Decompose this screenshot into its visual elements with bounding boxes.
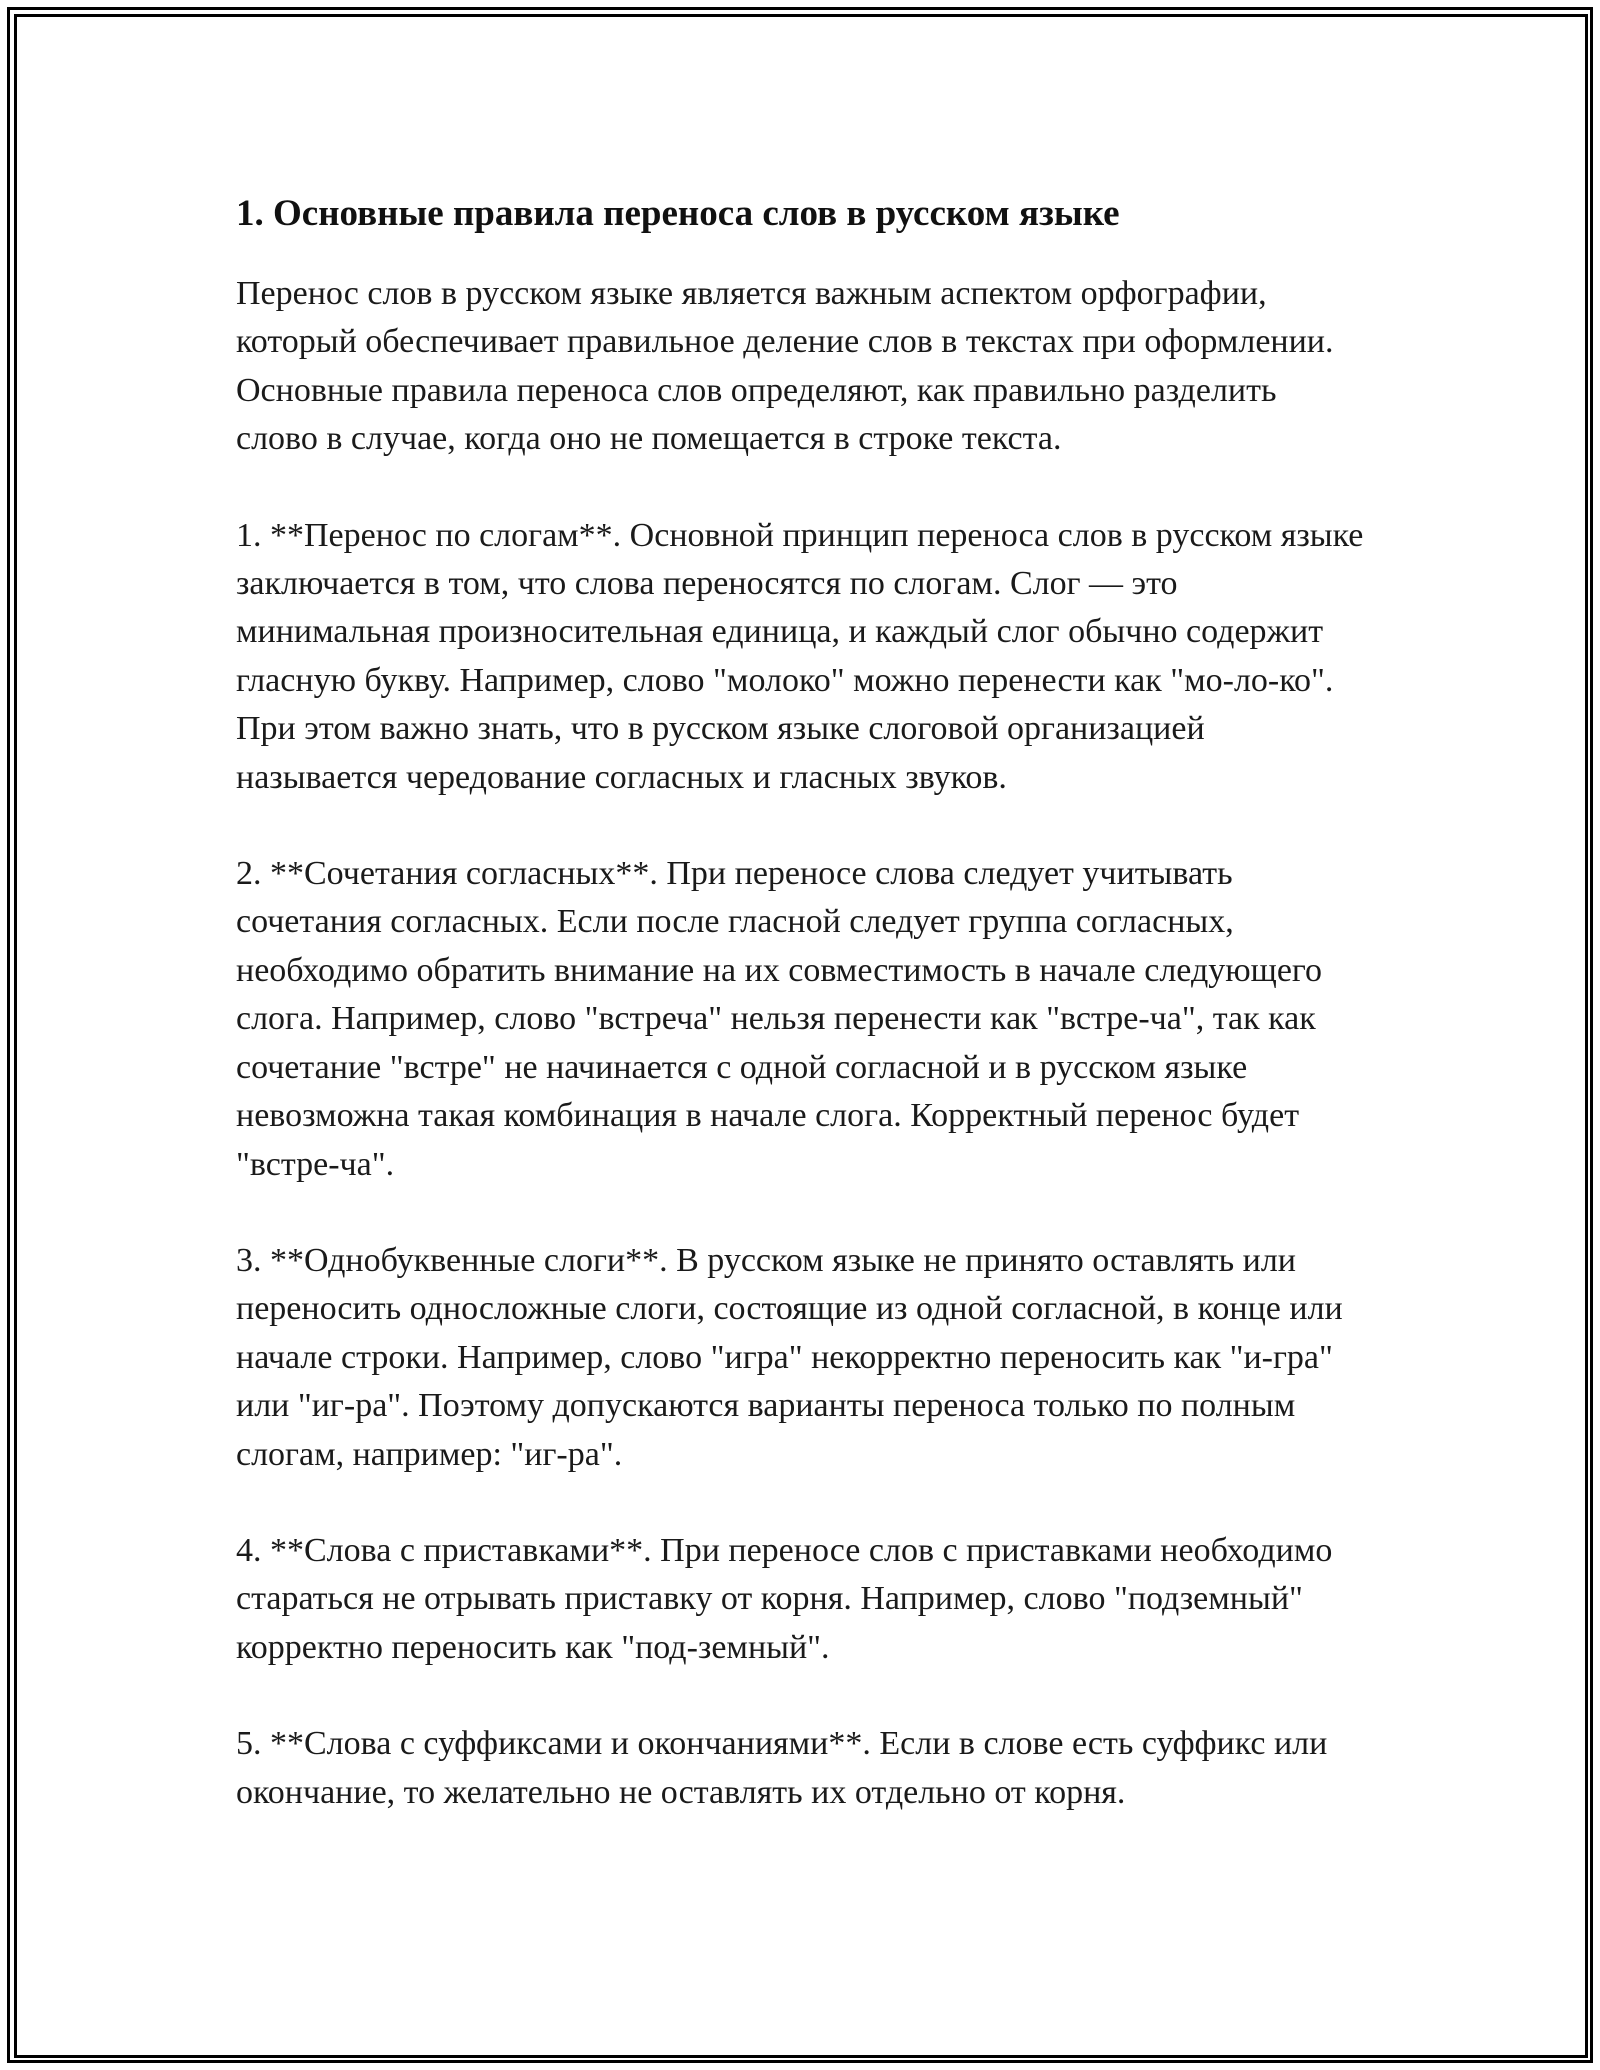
paragraph-rule-2: 2. **Сочетания согласных**. При переносе слова следует учитывать сочетания согласных. Если после гласной следует группа согласных, необходимо обратить внимание на их совместимость в начале следующего слога. Например, слово "встреча" нельзя перенести как "встре-ча", так как сочетание "встре" не начинается с одной согласной и в русском языке невозможна такая комбинация в начале слога. Корректный перенос будет "встре-ча". [236, 855, 1323, 1183]
paragraph-rule-1: 1. **Перенос по слогам**. Основной принцип переноса слов в русском языке заключается в том, что слова переносятся по слогам. Слог — это минимальная произносительная единица, и каждый слог обычно содержит гласную букву. Например, слово "молоко" можно перенести как "мо-ло-ко". При этом важно знать, что в русском языке слоговой организацией называется чередование согласных и гласных звуков. [236, 516, 1364, 796]
paragraph-rule-3: 3. **Однобуквенные слоги**. В русском языке не принято оставлять или переносить односложные слоги, состоящие из одной согласной, в конце или начале строки. Например, слово "игра" некорректно переносить как "и-гра" или "иг-ра". Поэтому допускаются варианты переноса только по полным слогам, например: "иг-ра". [236, 1241, 1343, 1473]
paragraph-rule-4: 4. **Слова с приставками**. При переносе слов с приставками необходимо стараться не отрывать приставку от корня. Например, слово "подземный" корректно переносить как "под-земный". [236, 1531, 1333, 1666]
document-title: 1. Основные правила переноса слов в русском языке [236, 193, 1120, 234]
paragraph-rule-5: 5. **Слова с суффиксами и окончаниями**. Если в слове есть суффикс или окончание, то желательно не оставлять их отдельно от корня. [236, 1725, 1328, 1811]
paragraph-intro: Перенос слов в русском языке является важным аспектом орфографии, который обеспечивает правильное деление слов в текстах при оформлении. Основные правила переноса слов определяют, как правильно разделить слово в случае, когда оно не помещается в строке текста. [236, 275, 1334, 458]
document-page [236, 186, 1366, 1865]
